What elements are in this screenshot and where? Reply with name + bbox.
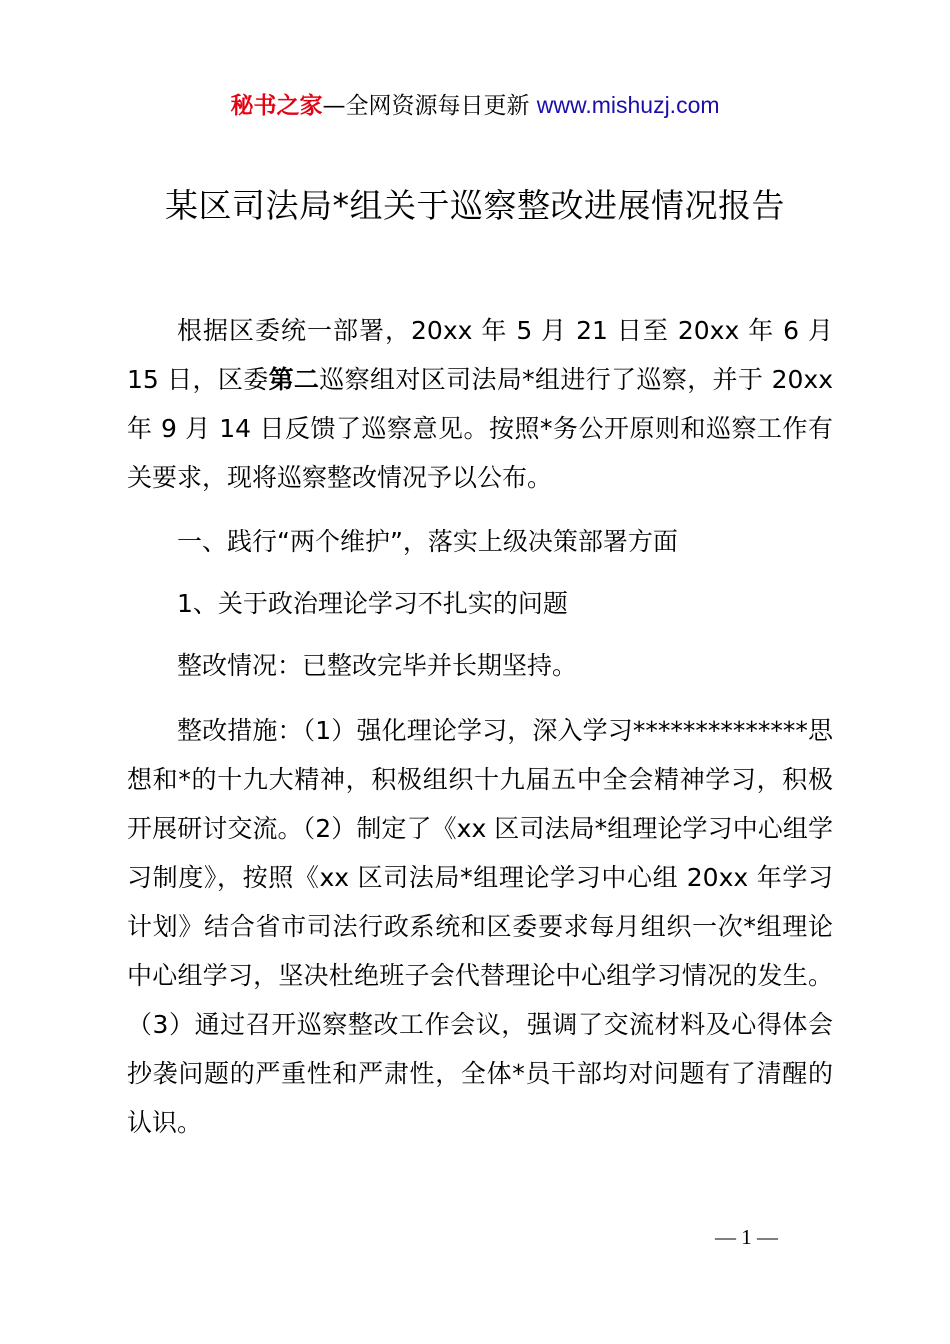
intro-text-part1: 根据区委统一部署，20xx 年 5 月 21 日至 20xx 年 6 月 15 日，区委 <box>127 316 833 394</box>
rectification-measures-text: 整改措施：（1）强化理论学习，深入学习**************思想和*的十九大精神，积极组织十九届五中全会精神学习，积极开展研讨交流。（2）制定了《xx 区司法局*组理论学习中心组学习制度》，按照《xx 区司法局*组理论学习中心组 20xx 年学习计划》结合省市司法行政系统和区委要求每月组织一次*组理论中心组学习，坚决杜绝班子会代替理论中心组学习情况的发生。（3）通过召开巡察整改工作会议，强调了交流材料及心得体会抄袭问题的严重性和严肃性，全体*员干部均对问题有了清醒的认识。 <box>127 716 833 1137</box>
section-heading: 一、践行“两个维护”，落实上级决策部署方面 <box>177 527 678 556</box>
document-title: 某区司法局*组关于巡察整改进展情况报告 <box>165 186 785 225</box>
site-tagline: —全网资源每日更新 <box>322 93 537 119</box>
site-brand: 秘书之家 <box>230 93 323 119</box>
rectification-measures-paragraph <box>127 706 833 1147</box>
page-number: — 1 — <box>715 1225 778 1249</box>
item-heading: 1、关于政治理论学习不扎实的问题 <box>177 589 568 618</box>
intro-paragraph <box>127 306 833 502</box>
intro-text-part2: 巡察组对区司法局*组进行了巡察，并于 20xx 年 9 月 14 日反馈了巡察意见。按照*务公开原则和巡察工作有关要求，现将巡察整改情况予以公布。 <box>127 365 833 492</box>
rectification-status: 整改情况：已整改完毕并长期坚持。 <box>177 651 578 680</box>
intro-bold-text: 第二 <box>268 365 320 394</box>
site-url-link[interactable]: www.mishuzj.com <box>536 92 720 118</box>
site-header <box>0 88 950 123</box>
